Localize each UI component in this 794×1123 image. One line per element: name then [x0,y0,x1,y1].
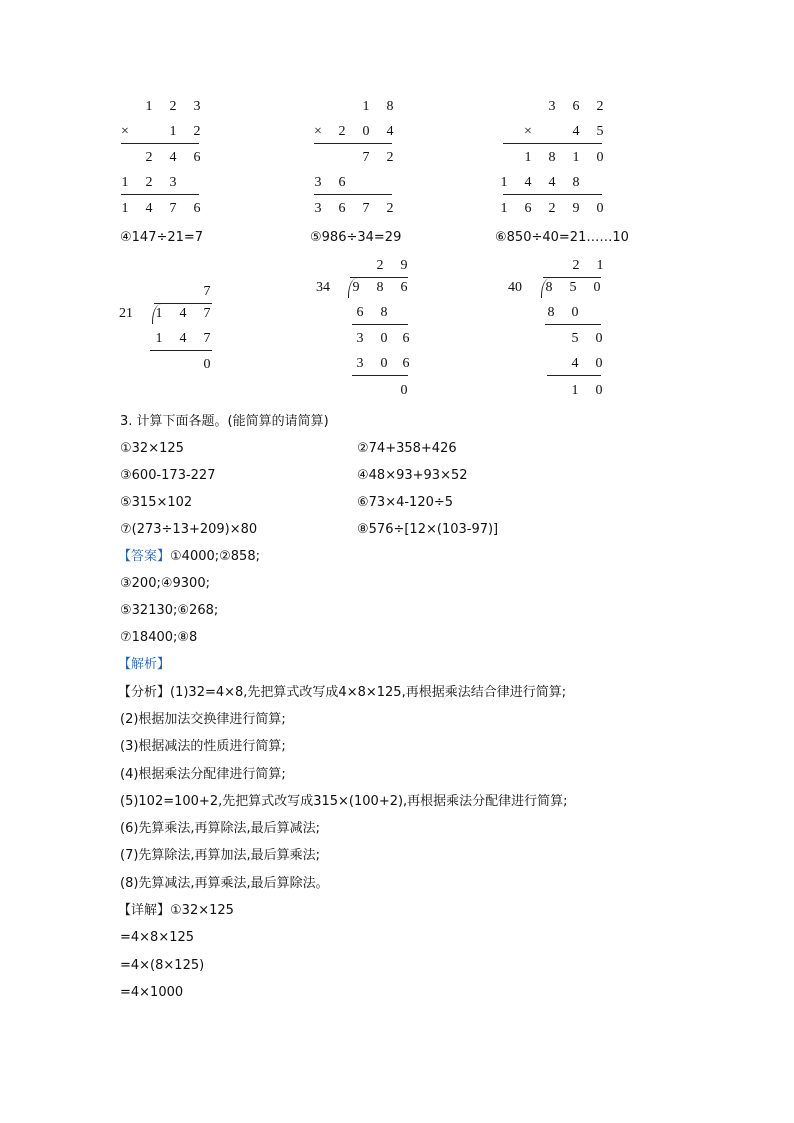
digit: 6 [402,331,410,346]
digit: 0 [571,305,579,320]
answer-line-2: ③200;④9300; [120,576,210,591]
digit: 5 [571,331,579,346]
digit: 3 [356,331,364,346]
fenxi-label: 【分析】 [118,685,171,700]
rule-line [545,324,601,325]
digit: 3 [314,175,322,190]
digit: 6 [338,175,346,190]
digit: 6 [356,305,364,320]
digit: 1 [169,124,177,139]
digit: 2 [169,99,177,114]
analysis-label: 【解析】 [118,657,171,672]
digit: 8 [386,99,394,114]
divisor: 21 [119,306,133,321]
problem-5: ⑤315×102 [120,495,193,510]
digit: 6 [524,201,532,216]
rule-line [352,375,408,376]
analysis-line-8: (8)先算减法,再算乘法,最后算除法。 [120,876,329,891]
rule-line [314,194,392,195]
problem-6: ⑥73×4-120÷5 [357,495,454,510]
divisor: 34 [316,280,330,295]
problem-1: ①32×125 [120,441,184,456]
rule-line [547,375,601,376]
remainder-digit: 1 [571,383,579,398]
remainder-digit: 0 [400,383,408,398]
detail-step-3: =4×1000 [120,985,184,1000]
digit: 1 [500,201,508,216]
digit: 6 [193,201,201,216]
digit: 0 [362,124,370,139]
digit: 2 [386,201,394,216]
digit: 4 [524,175,532,190]
digit: 2 [193,124,201,139]
problem-4: ④48×93+93×52 [357,468,468,483]
digit: 0 [380,331,388,346]
digit: 7 [203,331,211,346]
digit: 4 [571,356,579,371]
digit: 2 [145,150,153,165]
digit: 7 [203,306,211,321]
quotient-digit: 1 [596,258,604,273]
digit: 9 [352,280,360,295]
division-bar [154,303,212,304]
digit: 6 [400,280,408,295]
digit: 5 [596,124,604,139]
digit: 6 [402,356,410,371]
digit: 1 [524,150,532,165]
digit: 4 [169,150,177,165]
digit: 9 [572,201,580,216]
digit: 3 [193,99,201,114]
rule-line [150,350,212,351]
detail-label: 【详解】 [118,903,171,918]
digit: 0 [595,356,603,371]
answer-label: 【答案】 [118,549,171,564]
problem-7: ⑦(273÷13+209)×80 [120,522,258,537]
digit: 0 [380,356,388,371]
digit: 2 [596,99,604,114]
analysis-line-1: 【分析】(1)32=4×8,先把算式改写成4×8×125,再根据乘法结合律进行简算; [118,685,567,700]
digit: 0 [593,280,601,295]
digit: 3 [548,99,556,114]
equation-5: ⑤986÷34=29 [310,230,402,245]
equation-6: ⑥850÷40=21……10 [495,230,629,245]
rule-line [314,143,392,144]
times-sign: × [524,124,532,139]
quotient-digit: 2 [572,258,580,273]
division-bar [350,277,408,278]
problem-2: ②74+358+426 [357,441,457,456]
digit: 0 [595,331,603,346]
remainder-digit: 0 [203,357,211,372]
divisor: 40 [508,280,522,295]
digit: 7 [169,201,177,216]
times-sign: × [314,124,322,139]
digit: 8 [572,175,580,190]
digit: 4 [179,306,187,321]
digit: 2 [145,175,153,190]
digit: 0 [596,150,604,165]
digit: 1 [155,306,163,321]
division-bar [543,277,601,278]
digit: 8 [545,280,553,295]
digit: 4 [386,124,394,139]
digit: 6 [572,99,580,114]
digit: 4 [572,124,580,139]
rule-line [503,194,602,195]
digit: 7 [362,201,370,216]
digit: 7 [362,150,370,165]
digit: 2 [338,124,346,139]
digit: 4 [145,201,153,216]
times-sign: × [121,124,129,139]
digit: 3 [314,201,322,216]
problem-8: ⑧576÷[12×(103-97)] [357,522,499,537]
digit: 2 [548,201,556,216]
quotient-digit: 7 [203,284,211,299]
digit: 4 [548,175,556,190]
detail-step-2: =4×(8×125) [120,958,205,973]
equation-4: ④147÷21=7 [120,230,204,245]
answer-text: ①4000;②858; [170,549,260,564]
analysis-line-5: (5)102=100+2,先把算式改写成315×(100+2),再根据乘法分配律进行简算; [120,794,568,809]
digit: 6 [193,150,201,165]
digit: 6 [338,201,346,216]
digit: 1 [500,175,508,190]
digit: 8 [376,280,384,295]
rule-line [352,324,408,325]
detail-step-1: =4×8×125 [120,930,195,945]
digit: 4 [179,331,187,346]
quotient-digit: 9 [400,258,408,273]
rule-line [503,143,602,144]
digit: 8 [547,305,555,320]
digit: 8 [548,150,556,165]
digit: 1 [362,99,370,114]
digit: 2 [386,150,394,165]
analysis-line-7: (7)先算除法,再算加法,最后算乘法; [120,848,321,863]
digit: 8 [380,305,388,320]
digit: 1 [121,201,129,216]
quotient-digit: 2 [376,258,384,273]
remainder-digit: 0 [595,383,603,398]
answer-line-3: ⑤32130;⑥268; [120,603,219,618]
digit: 0 [596,201,604,216]
digit: 5 [569,280,577,295]
digit: 1 [121,175,129,190]
analysis-line-4: (4)根据乘法分配律进行简算; [120,767,286,782]
answer-line-1 [118,549,260,565]
digit: 1 [155,331,163,346]
digit: 3 [169,175,177,190]
question-3-title: 3. 计算下面各题。(能简算的请简算) [120,414,329,429]
digit: 1 [572,150,580,165]
answer-line-4: ⑦18400;⑧8 [120,630,198,645]
rule-line [121,143,199,144]
digit: 1 [145,99,153,114]
analysis-line-6: (6)先算乘法,再算除法,最后算减法; [120,821,321,836]
detail-line-1: 【详解】①32×125 [118,903,234,918]
rule-line [121,194,199,195]
analysis-line-3: (3)根据减法的性质进行简算; [120,739,286,754]
problem-3: ③600-173-227 [120,468,216,483]
digit: 3 [356,356,364,371]
analysis-line-2: (2)根据加法交换律进行简算; [120,712,286,727]
